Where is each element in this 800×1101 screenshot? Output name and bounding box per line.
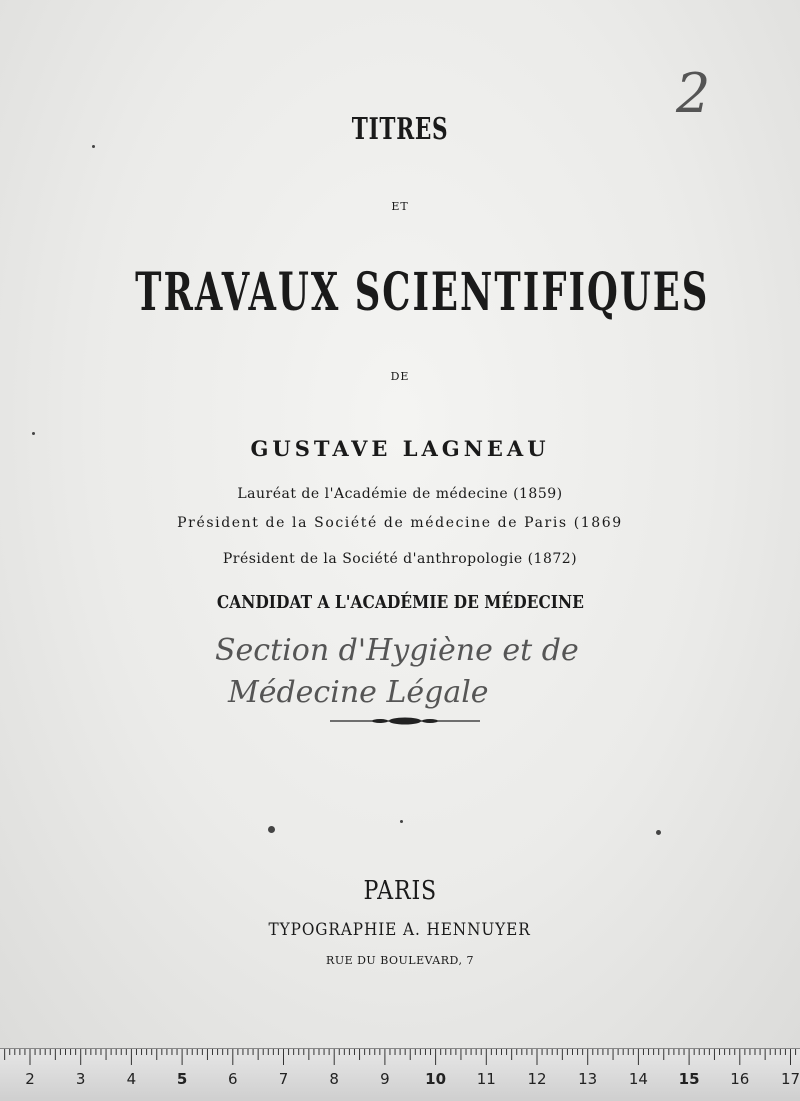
honor-line: Lauréat de l'Académie de médecine (1859) [237,486,563,502]
ruler-number: 7 [278,1070,289,1088]
ruler-number: 15 [678,1070,700,1088]
ruler-number: 12 [527,1070,547,1088]
ruler-number: 11 [476,1070,496,1088]
ruler-number: 10 [425,1070,447,1088]
handwritten-line: Section d'Hygiène et de [215,633,579,668]
publication-city: PARIS [363,876,437,906]
ruler-number: 6 [228,1070,238,1088]
ruler-number: 9 [380,1070,390,1088]
ruler-number: 8 [329,1070,339,1088]
honor-line: Président de la Société d'anthropologie (1872) [222,551,578,567]
page-number-handwritten [668,60,718,130]
ruler-number: 3 [75,1070,86,1088]
ink-speck [32,432,35,435]
title-large: TRAVAUX SCIENTIFIQUES [135,262,710,323]
ruler-number: 13 [578,1070,598,1088]
svg-text:2: 2 [676,62,711,125]
title-preposition: DE [390,370,410,383]
ruler-number: 4 [126,1070,137,1088]
honor-line: Président de la Société de médecine de Paris (1869 [177,515,623,531]
author-name: GUSTAVE LAGNEAU [250,436,550,461]
ruler-number: 16 [730,1070,750,1088]
ruler-number: 17 [780,1070,800,1088]
printer-address: RUE DU BOULEVARD, 7 [326,954,474,967]
title-conjunction: ET [391,200,409,213]
ink-speck [400,820,403,823]
ink-speck [268,826,275,833]
title-small: TITRES [351,112,449,147]
handwritten-line: Médecine Légale [228,675,489,710]
printer-name: TYPOGRAPHIE A. HENNUYER [268,920,532,940]
candidacy-line: CANDIDAT A L'ACADÉMIE DE MÉDECINE [216,592,584,613]
ruler-number: 5 [176,1070,188,1088]
ruler-number: 14 [628,1070,648,1088]
ink-speck [92,145,95,148]
ruler-number: 2 [25,1070,35,1088]
ornament-rule [330,714,480,728]
ink-speck [656,830,661,835]
